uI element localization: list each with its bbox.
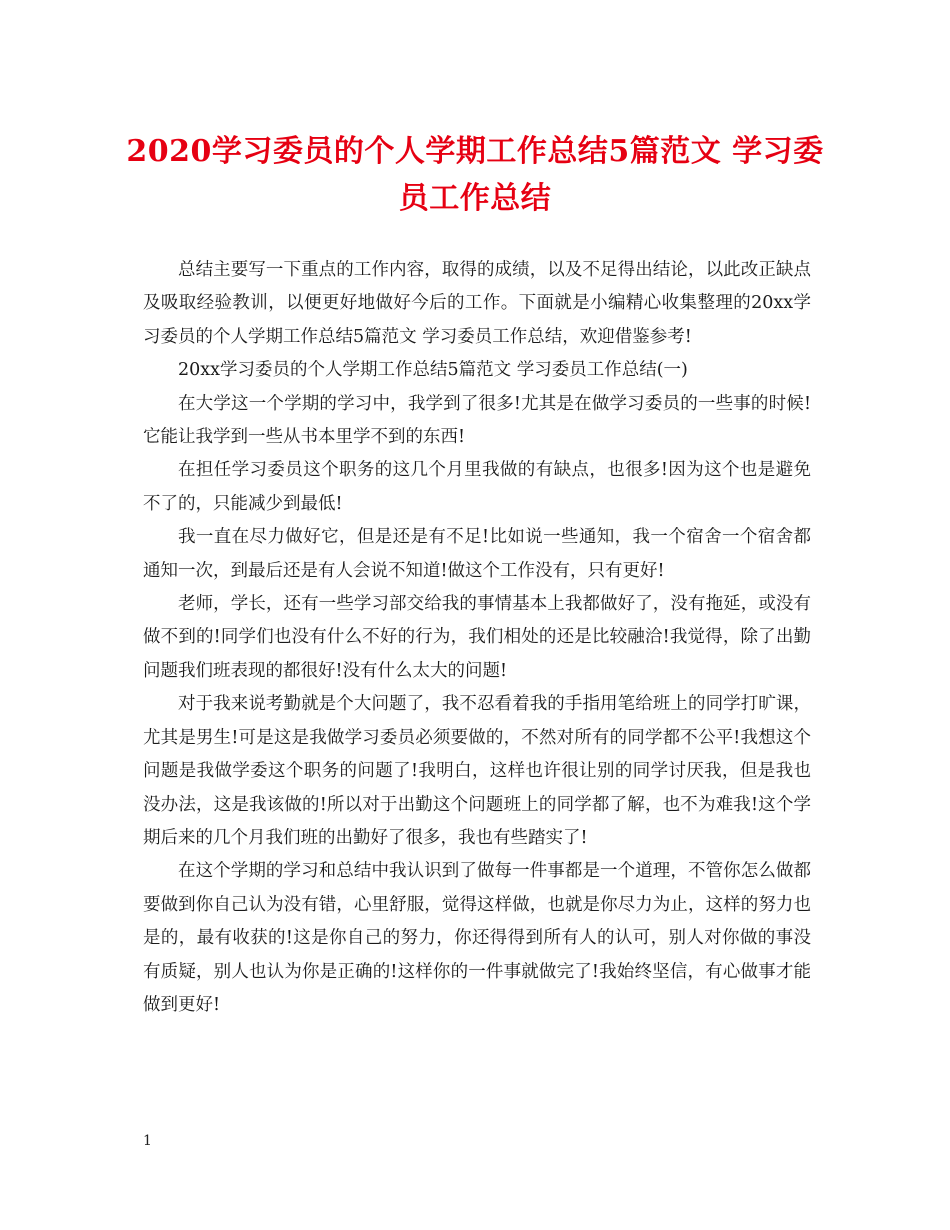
document-body xyxy=(143,254,811,1022)
paragraph: 我一直在尽力做好它，但是还是有不足!比如说一些通知，我一个宿舍一个宿舍都通知一次，到最后还是有人会说不知道!做这个工作没有，只有更好! xyxy=(143,527,811,581)
paragraph: 在大学这一个学期的学习中，我学到了很多!尤其是在做学习委员的一些事的时候!它能让我学到一些从书本里学不到的东西! xyxy=(143,393,811,448)
paragraph-intro: 总结主要写一下重点的工作内容，取得的成绩，以及不足得出结论，以此改正缺点及吸取经验教训，以便更好地做好今后的工作。下面就是小编精心收集整理的20xx学习委员的个人学期工作总结5篇范文 学习委员工作总结，欢迎借鉴参考! xyxy=(143,260,811,347)
paragraph: 老师，学长，还有一些学习部交给我的事情基本上我都做好了，没有拖延，或没有做不到的!同学们也没有什么不好的行为，我们相处的还是比较融洽!我觉得，除了出勤问题我们班表现的都很好!没有什么太大的问题! xyxy=(143,594,811,681)
paragraph: 在这个学期的学习和总结中我认识到了做每一件事都是一个道理，不管你怎么做都要做到你自己认为没有错，心里舒服，觉得这样做，也就是你尽力为止，这样的努力也是的，最有收获的!这是你自己的努力，你还得得到所有人的认可，别人对你做的事没有质疑，别人也认为你是正确的!这样你的一件事就做完了!我始终坚信，有心做事才能做到更好! xyxy=(143,861,811,1015)
paragraph: 对于我来说考勤就是个大问题了，我不忍看着我的手指用笔给班上的同学打旷课，尤其是男生!可是这是我做学习委员必须要做的，不然对所有的同学都不公平!我想这个问题是我做学委这个职务的问题了!我明白，这样也许很让别的同学讨厌我，但是我也没办法，这是我该做的!所以对于出勤这个问题班上的同学都了解，也不为难我!这个学期后来的几个月我们班的出勤好了很多，我也有些踏实了! xyxy=(143,694,811,848)
paragraph-section-heading: 20xx学习委员的个人学期工作总结5篇范文 学习委员工作总结(一) xyxy=(178,360,688,381)
document-title: 2020学习委员的个人学期工作总结5篇范文 学习委员工作总结 xyxy=(126,134,824,216)
page-number: 1 xyxy=(143,1133,152,1149)
paragraph: 在担任学习委员这个职务的这几个月里我做的有缺点，也很多!因为这个也是避免不了的，只能减少到最低! xyxy=(143,460,811,514)
